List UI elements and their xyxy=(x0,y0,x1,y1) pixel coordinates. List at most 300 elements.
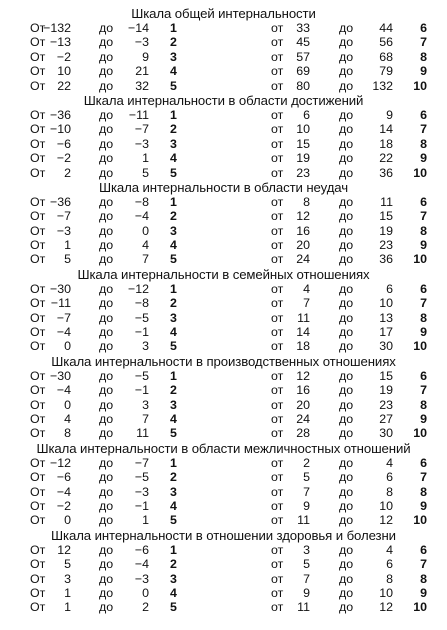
section-title: Шкала интернальности в производственных отношениях xyxy=(51,353,396,369)
range-from-label: От xyxy=(30,470,46,485)
range-from-value: 2 xyxy=(64,165,71,180)
range-from-value: 5 xyxy=(303,470,310,485)
range-from-value: −36 xyxy=(49,107,71,122)
range-to-label: до xyxy=(339,585,354,600)
range-to-label: до xyxy=(339,78,354,93)
scale-section xyxy=(0,528,447,615)
range-to-label: до xyxy=(99,107,114,122)
range-from-label: От xyxy=(30,484,46,499)
range-to-label: до xyxy=(339,310,354,325)
range-from-label: от xyxy=(271,325,284,340)
range-to-label: до xyxy=(339,484,354,499)
range-to-value: −4 xyxy=(134,209,149,224)
sten-grade: 5 xyxy=(170,339,177,354)
sten-grade: 6 xyxy=(420,542,427,557)
table-row xyxy=(0,339,447,353)
range-to-value: 22 xyxy=(379,151,393,166)
range-to-label: до xyxy=(99,411,114,426)
range-from-label: от xyxy=(271,339,284,354)
sten-grade: 10 xyxy=(413,252,427,267)
range-from-value: 24 xyxy=(296,252,310,267)
table-row xyxy=(0,79,447,93)
sten-grade: 6 xyxy=(420,107,427,122)
range-to-label: до xyxy=(339,21,354,35)
range-to-label: до xyxy=(339,281,354,296)
scale-section xyxy=(0,6,447,93)
range-from-value: 11 xyxy=(297,513,310,528)
range-from-value: 1 xyxy=(64,600,71,615)
range-from-label: От xyxy=(30,498,46,513)
range-to-value: −8 xyxy=(134,194,149,209)
range-from-value: −13 xyxy=(49,35,71,50)
sten-grade: 2 xyxy=(170,470,177,485)
range-to-label: до xyxy=(339,238,354,253)
range-from-value: 14 xyxy=(296,325,310,340)
range-from-value: 8 xyxy=(303,194,310,209)
range-from-value: 10 xyxy=(57,64,71,79)
range-from-label: от xyxy=(271,296,284,311)
range-to-value: 7 xyxy=(142,252,149,267)
range-from-label: От xyxy=(30,411,46,426)
range-from-label: От xyxy=(30,238,46,253)
range-from-label: От xyxy=(30,151,46,166)
range-to-value: 19 xyxy=(379,223,393,238)
range-from-label: От xyxy=(30,455,46,470)
range-from-value: 19 xyxy=(296,151,310,166)
range-from-value: 0 xyxy=(64,339,71,354)
range-to-value: −5 xyxy=(134,368,149,383)
range-from-value: −36 xyxy=(49,194,71,209)
range-from-value: 7 xyxy=(303,571,310,586)
table-row xyxy=(0,557,447,571)
range-from-label: От xyxy=(30,557,46,572)
table-row xyxy=(0,426,447,440)
range-to-value: 79 xyxy=(379,64,393,79)
sten-grade: 4 xyxy=(170,151,177,166)
range-to-value: −5 xyxy=(134,470,149,485)
sten-grade: 7 xyxy=(420,35,427,50)
range-to-label: до xyxy=(99,397,114,412)
range-to-value: 8 xyxy=(386,484,393,499)
range-to-label: до xyxy=(339,470,354,485)
range-to-value: −7 xyxy=(134,122,149,137)
table-row xyxy=(0,311,447,325)
range-from-label: от xyxy=(271,136,284,151)
table-row xyxy=(0,325,447,339)
range-to-value: 0 xyxy=(142,223,149,238)
range-to-label: до xyxy=(339,35,354,50)
scale-section xyxy=(0,93,447,180)
range-from-value: 12 xyxy=(296,209,310,224)
range-from-value: 4 xyxy=(303,281,310,296)
section-title: Шкала интернальности в области межличностных отношений xyxy=(36,440,411,456)
range-to-label: до xyxy=(99,78,114,93)
range-from-label: от xyxy=(271,484,284,499)
sten-grade: 3 xyxy=(170,571,177,586)
sten-grade: 10 xyxy=(413,426,427,441)
range-to-label: до xyxy=(339,397,354,412)
section-title: Шкала интернальности в области неудач xyxy=(98,179,349,195)
sten-grade: 1 xyxy=(170,455,177,470)
sten-grade: 4 xyxy=(170,585,177,600)
range-from-value: 9 xyxy=(303,498,310,513)
sten-grade: 7 xyxy=(420,209,427,224)
table-row xyxy=(0,369,447,383)
sten-grade: 10 xyxy=(413,78,427,93)
range-to-value: 30 xyxy=(379,426,393,441)
sten-grade: 2 xyxy=(170,35,177,50)
sten-grade: 10 xyxy=(413,339,427,354)
range-from-label: от xyxy=(271,35,284,50)
table-row xyxy=(0,456,447,470)
section-title: Шкала интернальности в области достижений xyxy=(83,92,364,108)
range-from-label: от xyxy=(271,64,284,79)
range-from-label: От xyxy=(30,252,46,267)
sten-grade: 4 xyxy=(170,238,177,253)
table-row xyxy=(0,137,447,151)
sten-grade: 8 xyxy=(420,136,427,151)
range-to-label: до xyxy=(339,209,354,224)
range-to-label: до xyxy=(339,151,354,166)
range-to-value: 15 xyxy=(379,368,393,383)
section-title: Шкала общей интернальности xyxy=(131,6,316,21)
range-to-label: до xyxy=(99,325,114,340)
range-to-value: 68 xyxy=(379,49,393,64)
range-to-value: 8 xyxy=(386,571,393,586)
sten-grade: 3 xyxy=(170,484,177,499)
scale-section xyxy=(0,180,447,267)
table-row xyxy=(0,166,447,180)
range-from-label: от xyxy=(271,600,284,615)
range-from-label: от xyxy=(271,397,284,412)
range-from-label: от xyxy=(271,107,284,122)
range-to-value: 1 xyxy=(142,151,149,166)
range-from-label: от xyxy=(271,542,284,557)
sten-grade: 9 xyxy=(420,325,427,340)
range-to-value: −14 xyxy=(127,21,149,35)
range-to-value: 23 xyxy=(379,238,393,253)
range-to-value: −5 xyxy=(134,310,149,325)
norms-table xyxy=(0,369,447,441)
table-row xyxy=(0,586,447,600)
sten-grade: 5 xyxy=(170,600,177,615)
range-to-label: до xyxy=(339,194,354,209)
table-row xyxy=(0,50,447,64)
sten-grade: 2 xyxy=(170,383,177,398)
range-to-value: 0 xyxy=(142,585,149,600)
range-from-label: от xyxy=(271,194,284,209)
range-from-value: 6 xyxy=(303,107,310,122)
range-from-label: От xyxy=(30,571,46,586)
sten-grade: 9 xyxy=(420,64,427,79)
sten-grade: 1 xyxy=(170,21,177,35)
range-to-label: до xyxy=(339,223,354,238)
range-to-label: до xyxy=(99,383,114,398)
section-title: Шкала интернальности в семейных отношениях xyxy=(77,266,370,282)
table-row xyxy=(0,282,447,296)
range-from-label: от xyxy=(271,383,284,398)
sten-grade: 7 xyxy=(420,557,427,572)
sten-grade: 6 xyxy=(420,281,427,296)
range-from-value: −11 xyxy=(50,296,71,311)
range-from-value: 33 xyxy=(296,21,310,35)
range-to-value: −3 xyxy=(134,484,149,499)
range-from-value: −4 xyxy=(56,484,71,499)
range-to-label: до xyxy=(99,368,114,383)
range-from-label: От xyxy=(30,542,46,557)
sten-grade: 9 xyxy=(420,498,427,513)
range-from-label: от xyxy=(271,426,284,441)
range-to-label: до xyxy=(339,325,354,340)
sten-grade: 5 xyxy=(170,513,177,528)
sten-grade: 8 xyxy=(420,397,427,412)
table-row xyxy=(0,151,447,165)
range-from-label: От xyxy=(30,383,46,398)
sten-grade: 4 xyxy=(170,64,177,79)
range-to-value: −8 xyxy=(134,296,149,311)
range-from-value: 3 xyxy=(64,571,71,586)
range-to-label: до xyxy=(339,296,354,311)
range-from-value: 8 xyxy=(64,426,71,441)
range-to-label: до xyxy=(99,470,114,485)
table-row xyxy=(0,383,447,397)
range-from-value: 7 xyxy=(303,296,310,311)
range-from-value: 28 xyxy=(296,426,310,441)
range-to-value: 6 xyxy=(386,281,393,296)
sten-grade: 2 xyxy=(170,122,177,137)
range-to-label: до xyxy=(339,107,354,122)
range-from-label: от xyxy=(271,238,284,253)
range-to-label: до xyxy=(99,426,114,441)
range-from-value: 10 xyxy=(296,122,310,137)
range-from-label: От xyxy=(30,325,46,340)
range-to-value: 4 xyxy=(386,455,393,470)
range-from-value: −6 xyxy=(56,470,71,485)
range-from-value: −132 xyxy=(43,21,71,35)
range-from-value: −6 xyxy=(56,136,71,151)
range-to-value: 30 xyxy=(379,339,393,354)
sten-grade: 2 xyxy=(170,557,177,572)
range-from-value: 9 xyxy=(303,585,310,600)
range-to-label: до xyxy=(99,513,114,528)
sten-grade: 5 xyxy=(170,165,177,180)
range-to-label: до xyxy=(99,557,114,572)
table-row xyxy=(0,35,447,49)
sten-grade: 4 xyxy=(170,325,177,340)
range-from-label: от xyxy=(271,470,284,485)
table-row xyxy=(0,252,447,266)
sten-grade: 9 xyxy=(420,585,427,600)
range-to-label: до xyxy=(99,252,114,267)
range-from-label: от xyxy=(271,455,284,470)
norms-table xyxy=(0,21,447,93)
range-from-value: −7 xyxy=(56,209,71,224)
range-from-value: −4 xyxy=(56,383,71,398)
range-from-label: От xyxy=(30,281,46,296)
sten-grade: 2 xyxy=(170,296,177,311)
range-from-value: 11 xyxy=(297,310,310,325)
range-from-label: От xyxy=(30,78,46,93)
range-to-label: до xyxy=(99,571,114,586)
range-to-label: до xyxy=(99,484,114,499)
range-from-value: −2 xyxy=(56,49,71,64)
range-to-value: 23 xyxy=(379,397,393,412)
range-from-label: от xyxy=(271,281,284,296)
range-from-value: 24 xyxy=(296,411,310,426)
range-from-label: от xyxy=(271,310,284,325)
range-to-value: −1 xyxy=(134,383,149,398)
range-to-label: до xyxy=(339,383,354,398)
norms-table xyxy=(0,108,447,180)
range-to-value: 32 xyxy=(135,78,149,93)
sten-grade: 7 xyxy=(420,383,427,398)
sten-grade: 10 xyxy=(413,165,427,180)
range-from-label: От xyxy=(30,136,46,151)
sten-grade: 3 xyxy=(170,223,177,238)
range-to-value: −3 xyxy=(134,571,149,586)
range-from-label: От xyxy=(30,585,46,600)
range-from-value: 5 xyxy=(64,252,71,267)
range-to-value: 18 xyxy=(379,136,393,151)
range-from-value: −7 xyxy=(56,310,71,325)
sten-grade: 7 xyxy=(420,122,427,137)
range-to-value: 9 xyxy=(142,49,149,64)
range-to-value: 56 xyxy=(379,35,393,50)
range-to-value: 10 xyxy=(379,585,393,600)
range-to-label: до xyxy=(339,426,354,441)
range-from-value: 20 xyxy=(296,238,310,253)
sten-grade: 4 xyxy=(170,411,177,426)
range-from-value: 5 xyxy=(64,557,71,572)
range-to-value: −11 xyxy=(128,107,149,122)
range-from-label: от xyxy=(271,557,284,572)
range-to-value: 2 xyxy=(142,600,149,615)
range-to-label: до xyxy=(99,122,114,137)
sten-grade: 9 xyxy=(420,238,427,253)
range-from-label: От xyxy=(30,397,46,412)
range-to-label: до xyxy=(99,165,114,180)
range-from-value: 18 xyxy=(296,339,310,354)
range-from-label: От xyxy=(30,194,46,209)
range-to-label: до xyxy=(99,585,114,600)
range-from-value: 80 xyxy=(296,78,310,93)
range-from-value: 4 xyxy=(64,411,71,426)
range-from-value: 16 xyxy=(296,383,310,398)
range-to-label: до xyxy=(339,49,354,64)
range-from-value: 11 xyxy=(297,600,310,615)
range-to-label: до xyxy=(99,223,114,238)
range-to-value: 132 xyxy=(372,78,393,93)
sten-grade: 1 xyxy=(170,194,177,209)
range-from-label: от xyxy=(271,122,284,137)
range-to-label: до xyxy=(99,310,114,325)
range-to-value: 36 xyxy=(379,165,393,180)
table-row xyxy=(0,470,447,484)
sten-grade: 5 xyxy=(170,426,177,441)
sten-grade: 5 xyxy=(170,252,177,267)
sten-grade: 9 xyxy=(420,411,427,426)
range-from-label: От xyxy=(30,64,46,79)
range-from-value: 12 xyxy=(296,368,310,383)
range-to-label: до xyxy=(99,21,114,35)
section-title: Шкала интернальности в отношении здоровья и болезни xyxy=(51,527,396,543)
range-from-value: 12 xyxy=(57,542,71,557)
norms-table xyxy=(0,195,447,267)
range-to-label: до xyxy=(99,49,114,64)
sten-grade: 6 xyxy=(420,455,427,470)
range-to-label: до xyxy=(339,498,354,513)
range-from-label: От xyxy=(30,426,46,441)
range-from-value: 57 xyxy=(296,49,310,64)
range-from-label: От xyxy=(30,35,46,50)
range-from-label: от xyxy=(271,411,284,426)
table-row xyxy=(0,296,447,310)
scale-section xyxy=(0,267,447,354)
range-from-value: −3 xyxy=(56,223,71,238)
range-to-label: до xyxy=(99,194,114,209)
range-from-value: 15 xyxy=(296,136,310,151)
range-from-label: от xyxy=(271,513,284,528)
range-from-label: От xyxy=(30,368,46,383)
sten-grade: 1 xyxy=(170,542,177,557)
norms-table xyxy=(0,543,447,615)
range-to-value: 3 xyxy=(142,397,149,412)
range-to-label: до xyxy=(99,296,114,311)
range-from-value: 3 xyxy=(303,542,310,557)
sten-grade: 2 xyxy=(170,209,177,224)
range-to-value: 5 xyxy=(142,165,149,180)
range-from-label: от xyxy=(271,209,284,224)
range-to-label: до xyxy=(99,151,114,166)
range-to-value: −1 xyxy=(134,325,149,340)
range-from-value: 2 xyxy=(303,455,310,470)
range-to-label: до xyxy=(99,455,114,470)
range-from-value: 45 xyxy=(296,35,310,50)
range-to-value: 1 xyxy=(142,513,149,528)
range-from-value: −4 xyxy=(56,325,71,340)
range-from-label: от xyxy=(271,252,284,267)
sten-grade: 6 xyxy=(420,21,427,35)
range-from-label: От xyxy=(30,209,46,224)
range-from-value: 1 xyxy=(64,585,71,600)
range-from-label: От xyxy=(30,513,46,528)
range-to-value: 10 xyxy=(379,498,393,513)
range-from-label: от xyxy=(271,151,284,166)
range-to-label: до xyxy=(339,122,354,137)
range-to-value: 6 xyxy=(386,470,393,485)
range-from-label: от xyxy=(271,78,284,93)
range-to-label: до xyxy=(99,542,114,557)
table-row xyxy=(0,572,447,586)
range-from-value: 22 xyxy=(57,78,71,93)
range-to-value: 11 xyxy=(380,194,393,209)
range-to-label: до xyxy=(339,411,354,426)
sten-grade: 5 xyxy=(170,78,177,93)
range-from-label: От xyxy=(30,49,46,64)
range-to-value: −6 xyxy=(134,542,149,557)
range-to-value: 3 xyxy=(142,339,149,354)
sten-grade: 10 xyxy=(413,600,427,615)
range-from-label: От xyxy=(30,223,46,238)
range-to-value: 36 xyxy=(379,252,393,267)
range-from-value: 16 xyxy=(296,223,310,238)
range-from-value: −12 xyxy=(49,455,71,470)
table-row xyxy=(0,209,447,223)
range-to-value: 10 xyxy=(379,296,393,311)
table-row xyxy=(0,108,447,122)
range-to-value: −7 xyxy=(134,455,149,470)
sten-grade: 6 xyxy=(420,194,427,209)
